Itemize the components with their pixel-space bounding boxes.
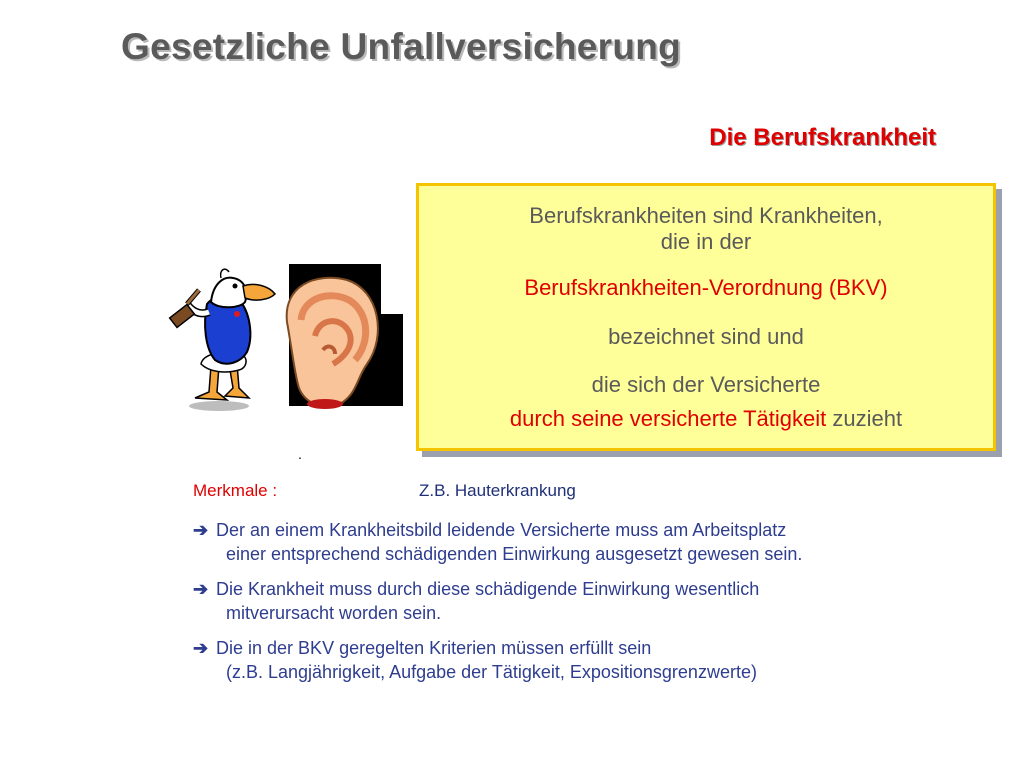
- feature-item: [193, 636, 802, 684]
- ear-icon: [287, 264, 403, 409]
- feature-item-line-1: Die Krankheit muss durch diese schädigende Einwirkung wesentlich: [216, 579, 760, 599]
- slide-title: Gesetzliche Unfallversicherung: [121, 26, 682, 67]
- feature-item: [193, 577, 802, 625]
- definition-highlight: durch seine versicherte Tätigkeit: [509, 406, 827, 431]
- feature-item: [193, 518, 802, 566]
- stray-dot: .: [298, 446, 302, 462]
- definition-line-6-rest: zuzieht: [826, 406, 903, 431]
- slide-subtitle: Die Berufskrankheit: [709, 124, 936, 151]
- arrow-right-icon: ➔: [193, 579, 209, 599]
- feature-item-line-2: mitverursacht worden sein.: [226, 603, 442, 623]
- definition-line-4: bezeichnet sind und: [608, 324, 804, 349]
- feature-item-line-1: Der an einem Krankheitsbild leidende Versicherte muss am Arbeitsplatz: [216, 520, 787, 540]
- clipart-illustration: [165, 258, 405, 423]
- features-list: [193, 518, 802, 695]
- feature-item-line-2: einer entsprechend schädigenden Einwirkung ausgesetzt gewesen sein.: [226, 544, 803, 564]
- definition-line-6: [419, 406, 993, 432]
- definition-line-5: die sich der Versicherte: [591, 372, 821, 397]
- definition-line-2: die in der: [660, 229, 752, 254]
- definition-line-1: Berufskrankheiten sind Krankheiten,: [529, 203, 883, 228]
- feature-item-line-1: Die in der BKV geregelten Kriterien müssen erfüllt sein: [216, 638, 652, 658]
- features-example: Z.B. Hauterkrankung: [419, 481, 576, 500]
- duck-with-hammer-icon: [170, 269, 275, 411]
- arrow-right-icon: ➔: [193, 638, 209, 658]
- feature-item-line-2: (z.B. Langjährigkeit, Aufgabe der Tätigkeit, Expositionsgrenzwerte): [226, 662, 757, 682]
- definition-box: [416, 183, 996, 451]
- definition-bkv-line: Berufskrankheiten-Verordnung (BKV): [524, 275, 888, 300]
- arrow-right-icon: ➔: [193, 520, 209, 540]
- features-label: Merkmale :: [193, 481, 278, 500]
